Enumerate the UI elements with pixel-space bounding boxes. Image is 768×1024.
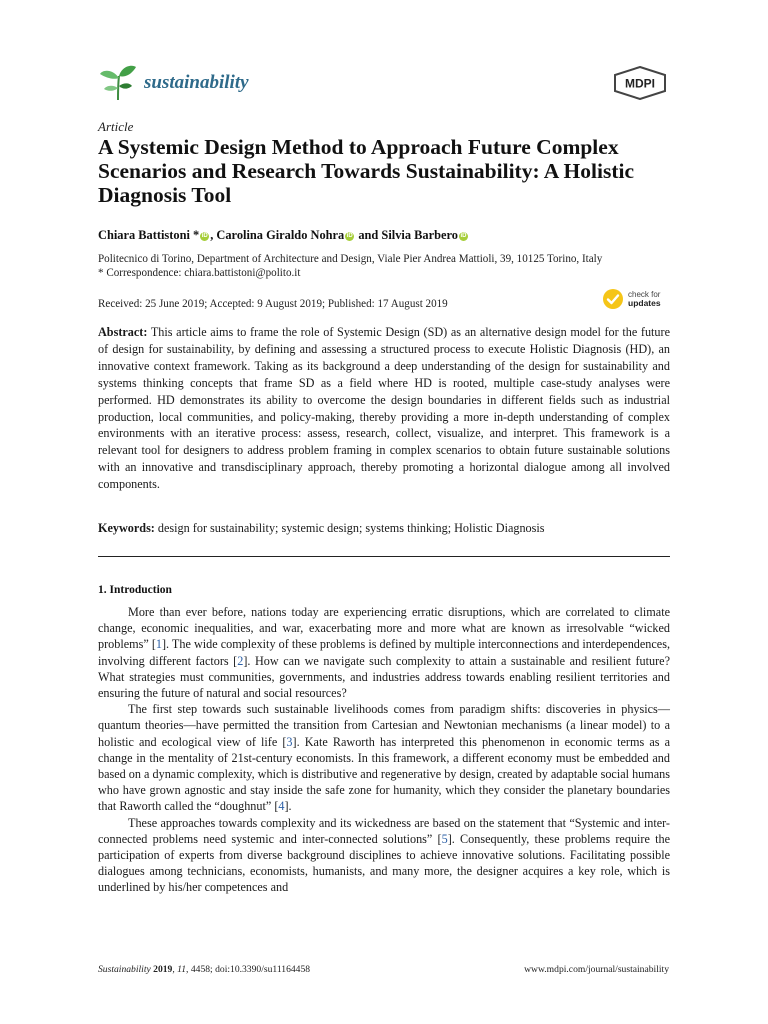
journal-name: sustainability — [144, 72, 249, 93]
keywords-label: Keywords: — [98, 521, 155, 535]
footer-volume: , 11 — [172, 964, 187, 975]
paragraph-text: ]. Kate Raworth has interpreted this phenomenon in economic terms as a change in the mentality of 21st-century economists. In this framework, a different economy must be embedded and based on a dynamic complexity, which is distributive and regenerative by design, created by adaptable social humans who have grown agnostic and stay inside the safe zone for humanity, which they consider the planetary boundaries that Raworth called the “doughnut” [ — [98, 734, 671, 814]
reference-link[interactable]: 5 — [441, 831, 448, 846]
paragraph-text: ]. — [284, 799, 292, 814]
paragraph — [98, 701, 670, 814]
check-updates-line1: check for — [628, 290, 661, 299]
paragraph — [98, 604, 670, 701]
author-name: Silvia Barbero — [381, 228, 458, 242]
keywords — [98, 521, 670, 536]
footer-journal: Sustainability — [98, 964, 151, 975]
divider — [98, 556, 670, 557]
journal-url-link[interactable]: www.mdpi.com/journal/sustainability — [524, 964, 669, 975]
abstract-text: This article aims to frame the role of Systemic Design (SD) as an alternative design model for the future of design for sustainability, by defining and assessing a structured process to execute Holistic Diagnosis (HD), an innovative context framework. Taking as its background a deep understanding of the design for sustainability and systems thinking concepts that frame SD as a field where HD is rooted, multiple case-study analyses were performed. HD demonstrates its ability to overcome the design boundaries in different fields such as industrial production, local communities, and policy-making, thereby providing a more in-depth understanding of complex environments with an iterative process: assess, research, collect, visualize, and interpret. This framework is a relevant tool for designers to address problem framing in complex scenarios to obtain future sustainable solutions with an innovative and transdisciplinary approach, thereby promoting a horizontal dialogue among all involved components. — [98, 325, 670, 492]
author-list — [98, 228, 469, 243]
paragraph — [98, 815, 670, 896]
check-updates-line2: updates — [628, 298, 661, 308]
publisher-name: MDPI — [625, 76, 655, 91]
paragraph-text: ]. How can we navigate such complexity to attain a sustainable and resilient future? What strategies must communities, governments, and industries address towards enabling resilient territories and ensuring the future of natural and social resources? — [98, 653, 671, 701]
reference-link[interactable]: 2 — [237, 653, 244, 668]
author-separator: and — [355, 228, 382, 242]
article-type: Article — [98, 119, 134, 134]
check-updates-icon — [602, 288, 624, 310]
paragraph-text: More than ever before, nations today are experiencing erratic disruptions, which are correlated to climate change, economic inequalities, and war, exacerbating more and more what are known as irresolvable “wicked problems” [ — [98, 605, 670, 652]
paragraph-text: ]. The wide complexity of these problems is defined by multiple interconnections and interdependences, involving different factors [ — [98, 637, 670, 668]
author-name: Carolina Giraldo Nohra — [216, 228, 345, 242]
footer-doi: , 4458; doi:10.3390/su11164458 — [186, 964, 311, 975]
publication-dates: Received: 25 June 2019; Accepted: 9 August 2019; Published: 17 August 2019 — [98, 298, 448, 310]
paragraph-text: The first step towards such sustainable livelihoods comes from paradigm shifts: discoveries in physics—quantum theories—have permitted the transition from Cartesian and Newtonian mechanisms (a linear model) to a holistic and ecological view of life [ — [98, 702, 670, 749]
abstract-label: Abstract: — [98, 325, 148, 339]
paragraph-text: These approaches towards complexity and its wickedness are based on the statement that “Systemic and inter-connected problems need systemic and inter-connected solutions” [ — [98, 815, 670, 846]
citation-footer — [98, 964, 310, 975]
orcid-icon[interactable]: iD — [460, 233, 467, 239]
leaf-icon — [98, 62, 138, 102]
footer-year: 2019 — [150, 964, 173, 975]
section-body — [98, 604, 670, 896]
check-for-updates-badge[interactable] — [602, 288, 661, 310]
affiliation: Politecnico di Torino, Department of Architecture and Design, Viale Pier Andrea Mattioli, 39, 10125 Torino, Italy — [98, 253, 603, 265]
author-separator: , — [210, 228, 217, 242]
author-name: Chiara Battistoni — [98, 228, 190, 242]
journal-logo[interactable] — [98, 62, 249, 102]
orcid-icon[interactable]: iD — [346, 233, 353, 239]
reference-link[interactable]: 4 — [278, 799, 285, 814]
keywords-text: design for sustainability; systemic design; systems thinking; Holistic Diagnosis — [154, 521, 545, 535]
corresponding-mark: * — [189, 228, 200, 242]
correspondence: * Correspondence: chiara.battistoni@polito.it — [98, 267, 301, 279]
paragraph-text: ]. Consequently, these problems require the participation of experts from diverse background disciplines to achieve innovative solutions. Facilitating possible dialogues among technicians, economists, humanists, and many more, the designer acquires a key role, which is underlined by his/her competences and — [98, 831, 670, 895]
abstract — [98, 324, 670, 493]
orcid-icon[interactable]: iD — [201, 233, 208, 239]
section-heading: 1. Introduction — [98, 584, 172, 596]
article-title: A Systemic Design Method to Approach Future Complex Scenarios and Research Towards Sustainability: A Holistic Diagnosis Tool — [98, 135, 634, 207]
reference-link[interactable]: 1 — [155, 637, 162, 652]
mdpi-logo[interactable] — [612, 66, 668, 100]
reference-link[interactable]: 3 — [286, 734, 293, 749]
